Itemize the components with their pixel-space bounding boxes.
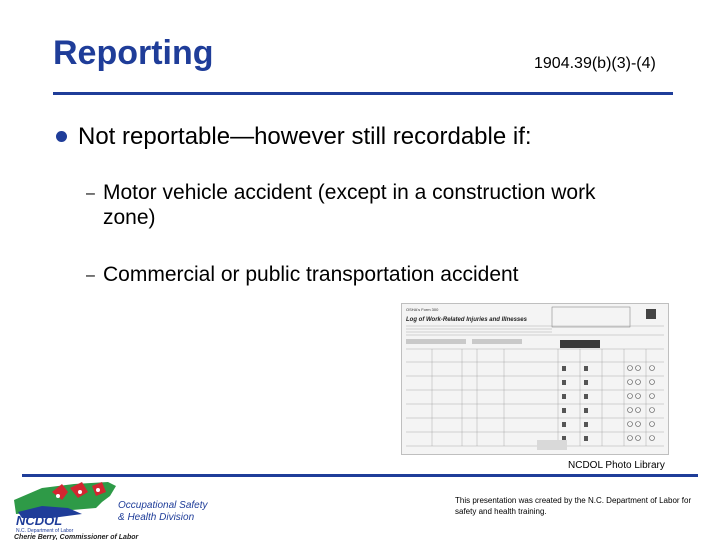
ncdol-logo — [12, 478, 220, 540]
sub-item-transportation: Commercial or public transportation accident — [103, 263, 519, 286]
title-divider — [53, 92, 673, 95]
osha-300-form-photo — [401, 303, 669, 455]
standard-reference: 1904.39(b)(3)-(4) — [534, 55, 656, 72]
dash-icon: – — [86, 267, 95, 284]
slide-title: Reporting — [53, 34, 214, 72]
nc-state-logo-icon — [12, 478, 220, 540]
dash-icon: – — [86, 185, 95, 202]
credit-text: This presentation was created by the N.C. Department of Labor for safety and health training. — [455, 496, 692, 516]
commissioner-text: Cherie Berry, Commissioner of Labor — [14, 534, 139, 540]
form-title: Log of Work-Related Injuries and Illnesses — [406, 317, 527, 323]
footer-divider — [22, 474, 698, 477]
bullet-text: Not reportable—however still recordable if: — [78, 123, 532, 150]
logo-subtext: N.C. Department of Labor — [16, 528, 74, 534]
photo-caption: NCDOL Photo Library — [568, 460, 665, 471]
form-number: OSHA's Form 300 — [406, 307, 439, 312]
form-image — [402, 304, 668, 454]
division-line-1: Occupational Safety — [118, 500, 208, 511]
division-line-2: & Health Division — [118, 512, 195, 523]
bullet-icon — [56, 131, 67, 142]
logo-text: NCDOL — [16, 513, 63, 528]
sub-item-motor-vehicle: Motor vehicle accident (except in a construction work zone) — [103, 181, 596, 229]
